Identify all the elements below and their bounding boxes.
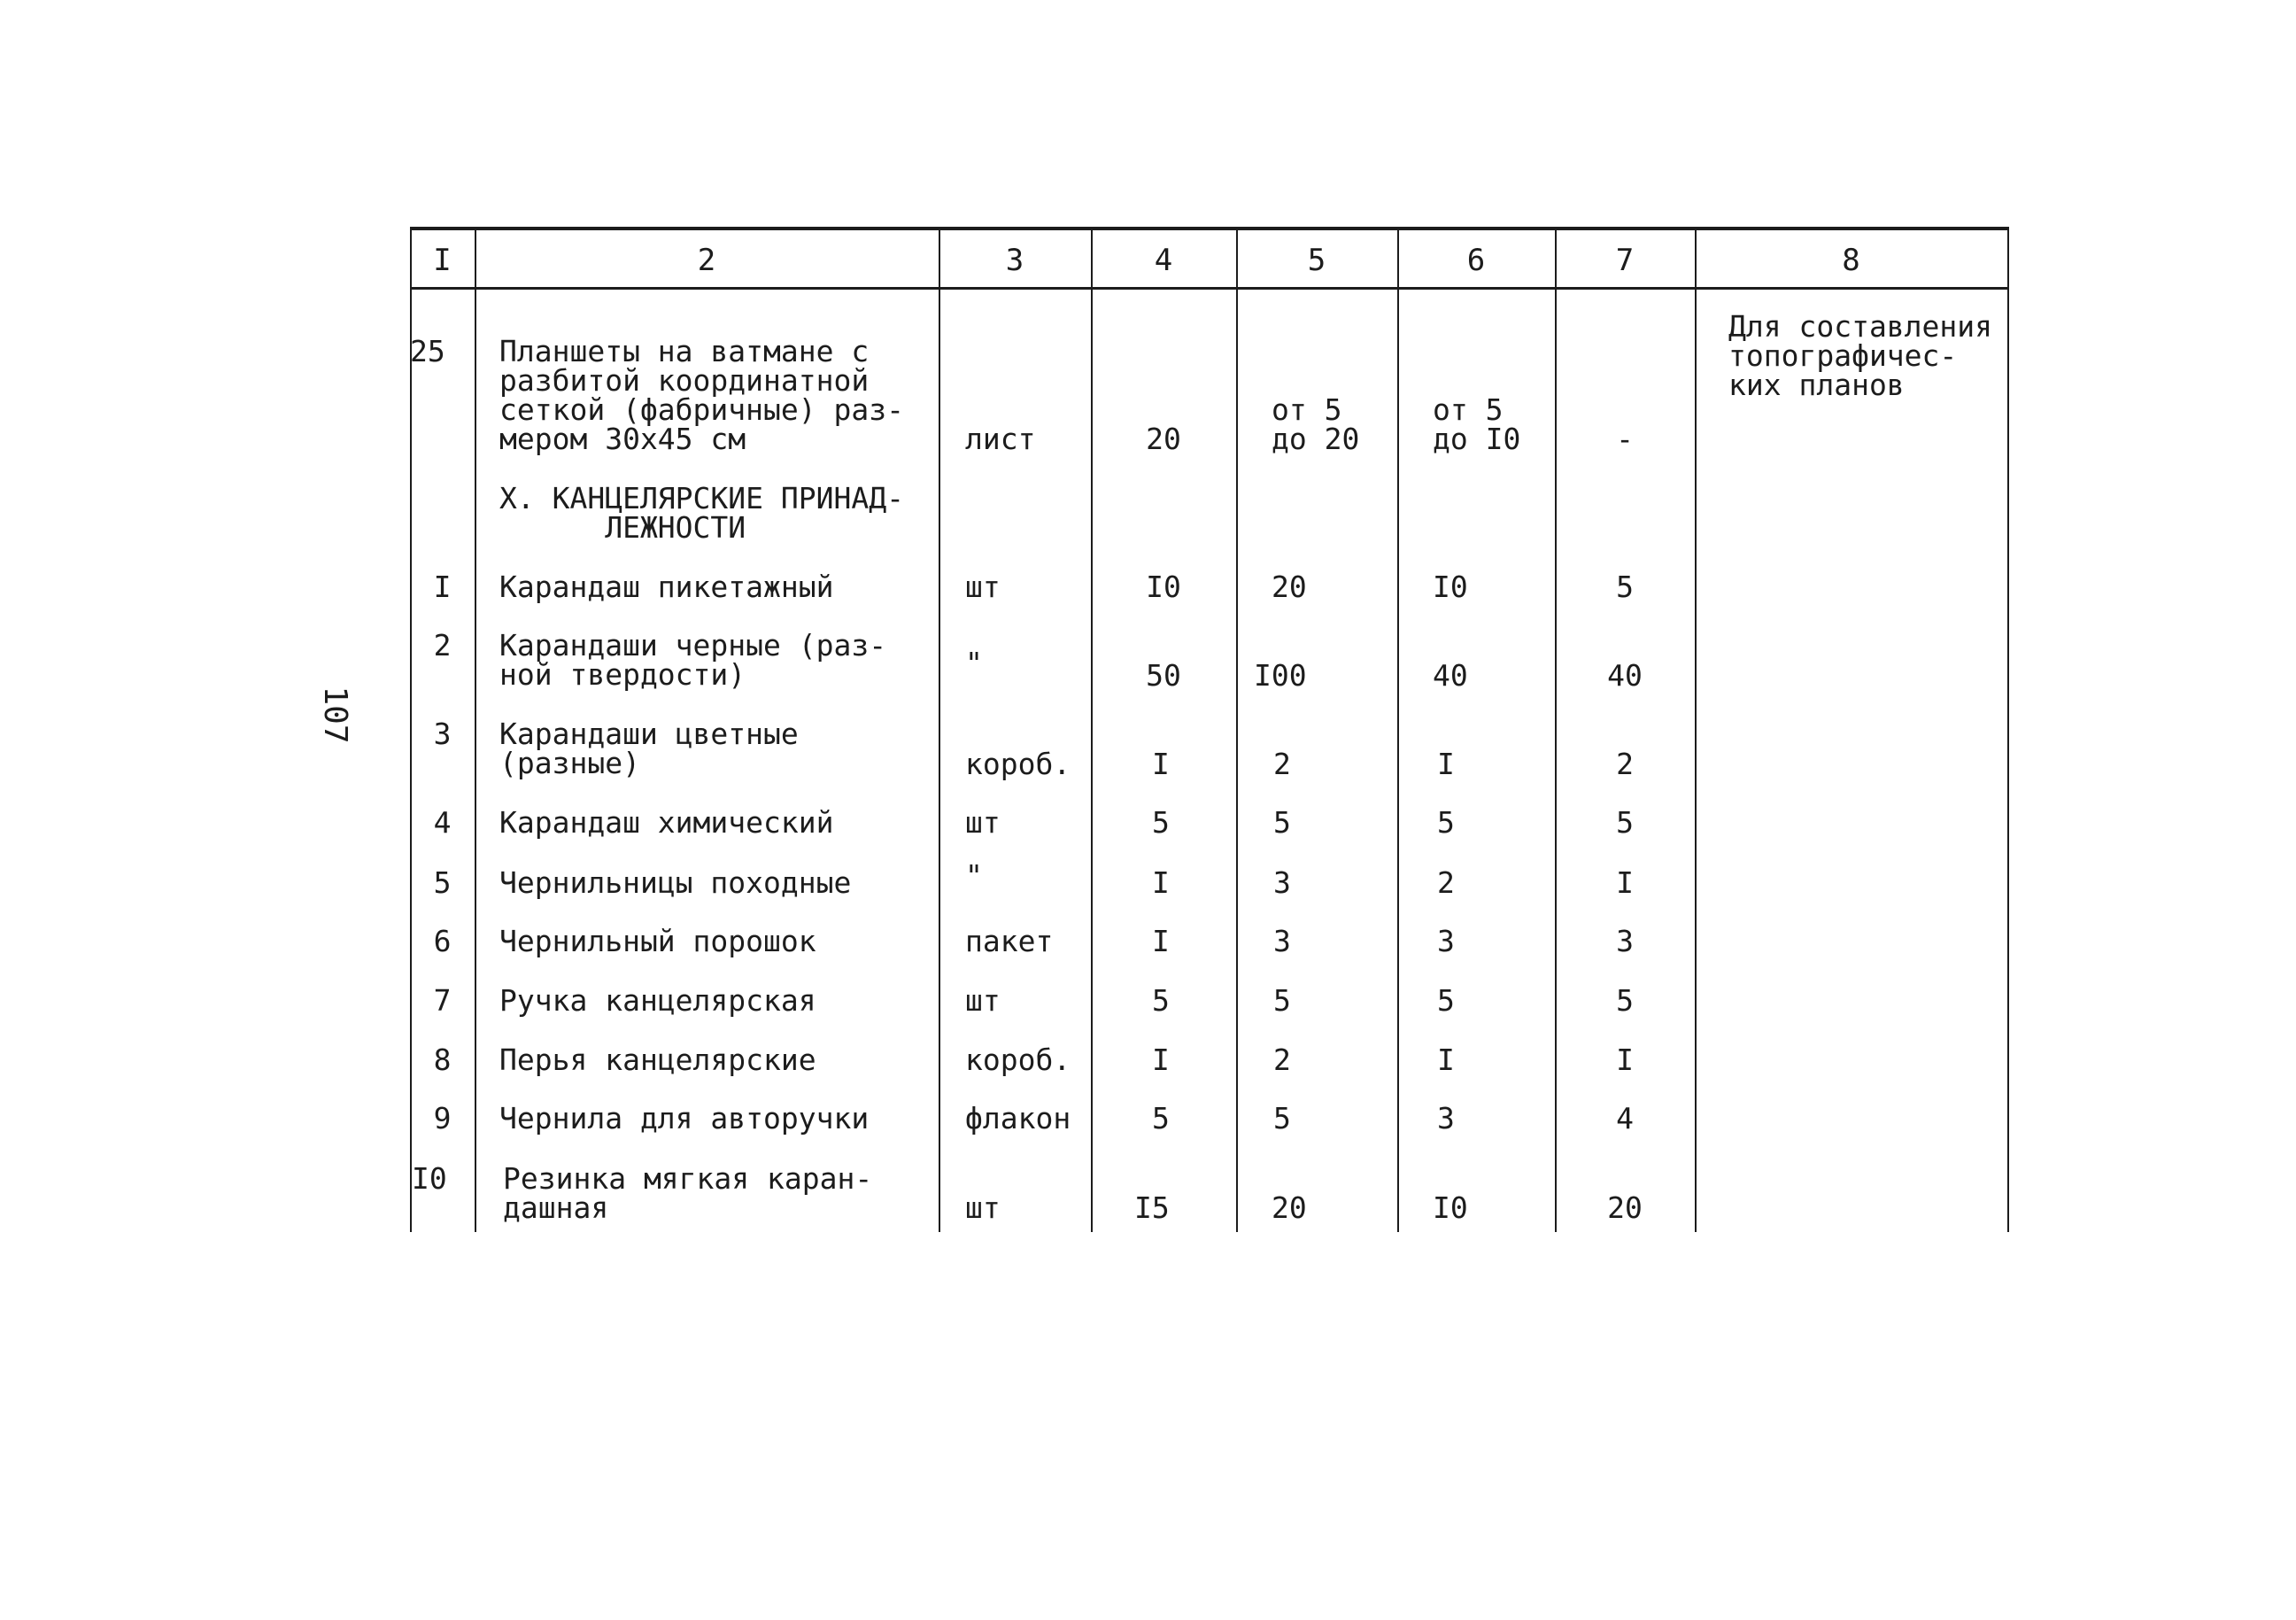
value-col5: 2 bbox=[1273, 1043, 1291, 1077]
item-name: Карандаши цветные (разные) bbox=[499, 717, 799, 780]
value-col6: 2 bbox=[1437, 865, 1455, 900]
col-rule bbox=[1695, 230, 1697, 1232]
column-header: 3 bbox=[1005, 243, 1024, 278]
value-col4: 5 bbox=[1152, 983, 1170, 1018]
row-number: 6 bbox=[433, 924, 452, 958]
value-col6: 3 bbox=[1437, 1101, 1455, 1136]
value-col6: 5 bbox=[1437, 805, 1455, 840]
item-name: Карандаш пикетажный bbox=[499, 570, 834, 604]
item-name: Чернильный порошок bbox=[499, 924, 816, 958]
unit: короб. bbox=[965, 747, 1071, 781]
value-col4: 50 bbox=[1146, 658, 1181, 693]
unit: " bbox=[965, 858, 983, 893]
col-rule bbox=[1236, 230, 1238, 1232]
row-number: 3 bbox=[433, 717, 452, 751]
value-col4: I bbox=[1152, 924, 1170, 958]
value-col7: - bbox=[1616, 422, 1634, 456]
col-rule bbox=[475, 230, 476, 1232]
value-col5: 20 bbox=[1272, 570, 1307, 604]
value-col5: от 5 до 20 bbox=[1272, 392, 1360, 456]
column-header: 6 bbox=[1466, 243, 1486, 278]
value-col5: 20 bbox=[1272, 1190, 1307, 1225]
value-col5: 3 bbox=[1273, 865, 1291, 900]
value-col7: 4 bbox=[1616, 1101, 1634, 1136]
unit: флакон bbox=[965, 1101, 1071, 1136]
row-number: 4 bbox=[433, 805, 452, 840]
value-col7: I bbox=[1616, 865, 1634, 900]
value-col4: I0 bbox=[1146, 570, 1181, 604]
value-col6: I bbox=[1437, 747, 1455, 781]
value-col7: 40 bbox=[1607, 658, 1643, 693]
value-col4: 5 bbox=[1152, 805, 1170, 840]
col-rule bbox=[1397, 230, 1399, 1232]
row-number: 9 bbox=[433, 1101, 452, 1136]
value-col4: I5 bbox=[1134, 1190, 1170, 1225]
value-col6: 5 bbox=[1437, 983, 1455, 1018]
value-col7: 5 bbox=[1616, 570, 1634, 604]
column-header: 4 bbox=[1154, 243, 1173, 278]
value-col4: 20 bbox=[1146, 422, 1181, 456]
row-number: 2 bbox=[433, 628, 452, 663]
column-header: 5 bbox=[1307, 243, 1326, 278]
item-name: Чернила для авторучки bbox=[499, 1101, 870, 1136]
item-name: Перья канцелярские bbox=[499, 1043, 816, 1077]
unit: пакет bbox=[965, 924, 1054, 958]
value-col4: 5 bbox=[1152, 1101, 1170, 1136]
value-col7: 20 bbox=[1607, 1190, 1643, 1225]
value-col4: I bbox=[1152, 747, 1170, 781]
item-name: Резинка мягкая каран- дашная bbox=[503, 1161, 873, 1225]
value-col6: 3 bbox=[1437, 924, 1455, 958]
item-name: Ручка канцелярская bbox=[499, 983, 816, 1018]
unit: короб. bbox=[965, 1043, 1071, 1077]
item-name: Карандаши черные (раз- ной твердости) bbox=[499, 628, 887, 692]
value-col7: 2 bbox=[1616, 747, 1634, 781]
item-name: Карандаш химический bbox=[499, 805, 834, 840]
value-col6: I0 bbox=[1433, 1190, 1468, 1225]
page-number: 107 bbox=[317, 686, 353, 744]
col-rule bbox=[1555, 230, 1557, 1232]
item-name: Чернильницы походные bbox=[499, 865, 852, 900]
unit: шт bbox=[965, 983, 1001, 1018]
column-header: 7 bbox=[1615, 243, 1635, 278]
value-col5: 5 bbox=[1273, 983, 1291, 1018]
column-header: 8 bbox=[1842, 243, 1860, 278]
value-col7: 3 bbox=[1616, 924, 1634, 958]
row-number: I0 bbox=[412, 1161, 447, 1196]
value-col6: 40 bbox=[1433, 658, 1468, 693]
row-number: I bbox=[433, 570, 452, 604]
value-col5: 3 bbox=[1273, 924, 1291, 958]
section-heading: Х. КАНЦЕЛЯРСКИЕ ПРИНАД- ЛЕЖНОСТИ bbox=[499, 481, 904, 545]
value-col5: 2 bbox=[1273, 747, 1291, 781]
row-number: 5 bbox=[433, 865, 452, 900]
value-col4: I bbox=[1152, 865, 1170, 900]
row-number: 8 bbox=[433, 1043, 452, 1077]
unit: лист bbox=[965, 422, 1036, 456]
unit: шт bbox=[965, 1190, 1001, 1225]
value-col7: 5 bbox=[1616, 805, 1634, 840]
column-header: 2 bbox=[697, 243, 716, 278]
value-col7: 5 bbox=[1616, 983, 1634, 1018]
col-rule bbox=[2007, 230, 2009, 1232]
unit: шт bbox=[965, 805, 1001, 840]
row-number: 25 bbox=[410, 334, 445, 368]
col-rule bbox=[939, 230, 940, 1232]
item-name: Планшеты на ватмане с разбитой координатной сеткой (фабричные) раз- мером 30х45 см bbox=[499, 334, 904, 456]
value-col6: от 5 до I0 bbox=[1433, 392, 1521, 456]
value-col6: I0 bbox=[1433, 570, 1468, 604]
supplies-table bbox=[410, 227, 2009, 1232]
note: Для составления топографичес- ких планов bbox=[1728, 309, 1993, 402]
value-col4: I bbox=[1152, 1043, 1170, 1077]
value-col5: 5 bbox=[1273, 1101, 1291, 1136]
unit: шт bbox=[965, 570, 1001, 604]
value-col6: I bbox=[1437, 1043, 1455, 1077]
col-rule bbox=[1091, 230, 1093, 1232]
unit: " bbox=[965, 646, 983, 680]
value-col5: 5 bbox=[1273, 805, 1291, 840]
row-number: 7 bbox=[433, 983, 452, 1018]
header-rule bbox=[410, 287, 2009, 290]
column-header: I bbox=[433, 243, 452, 278]
value-col5: I00 bbox=[1254, 658, 1307, 693]
value-col7: I bbox=[1616, 1043, 1634, 1077]
